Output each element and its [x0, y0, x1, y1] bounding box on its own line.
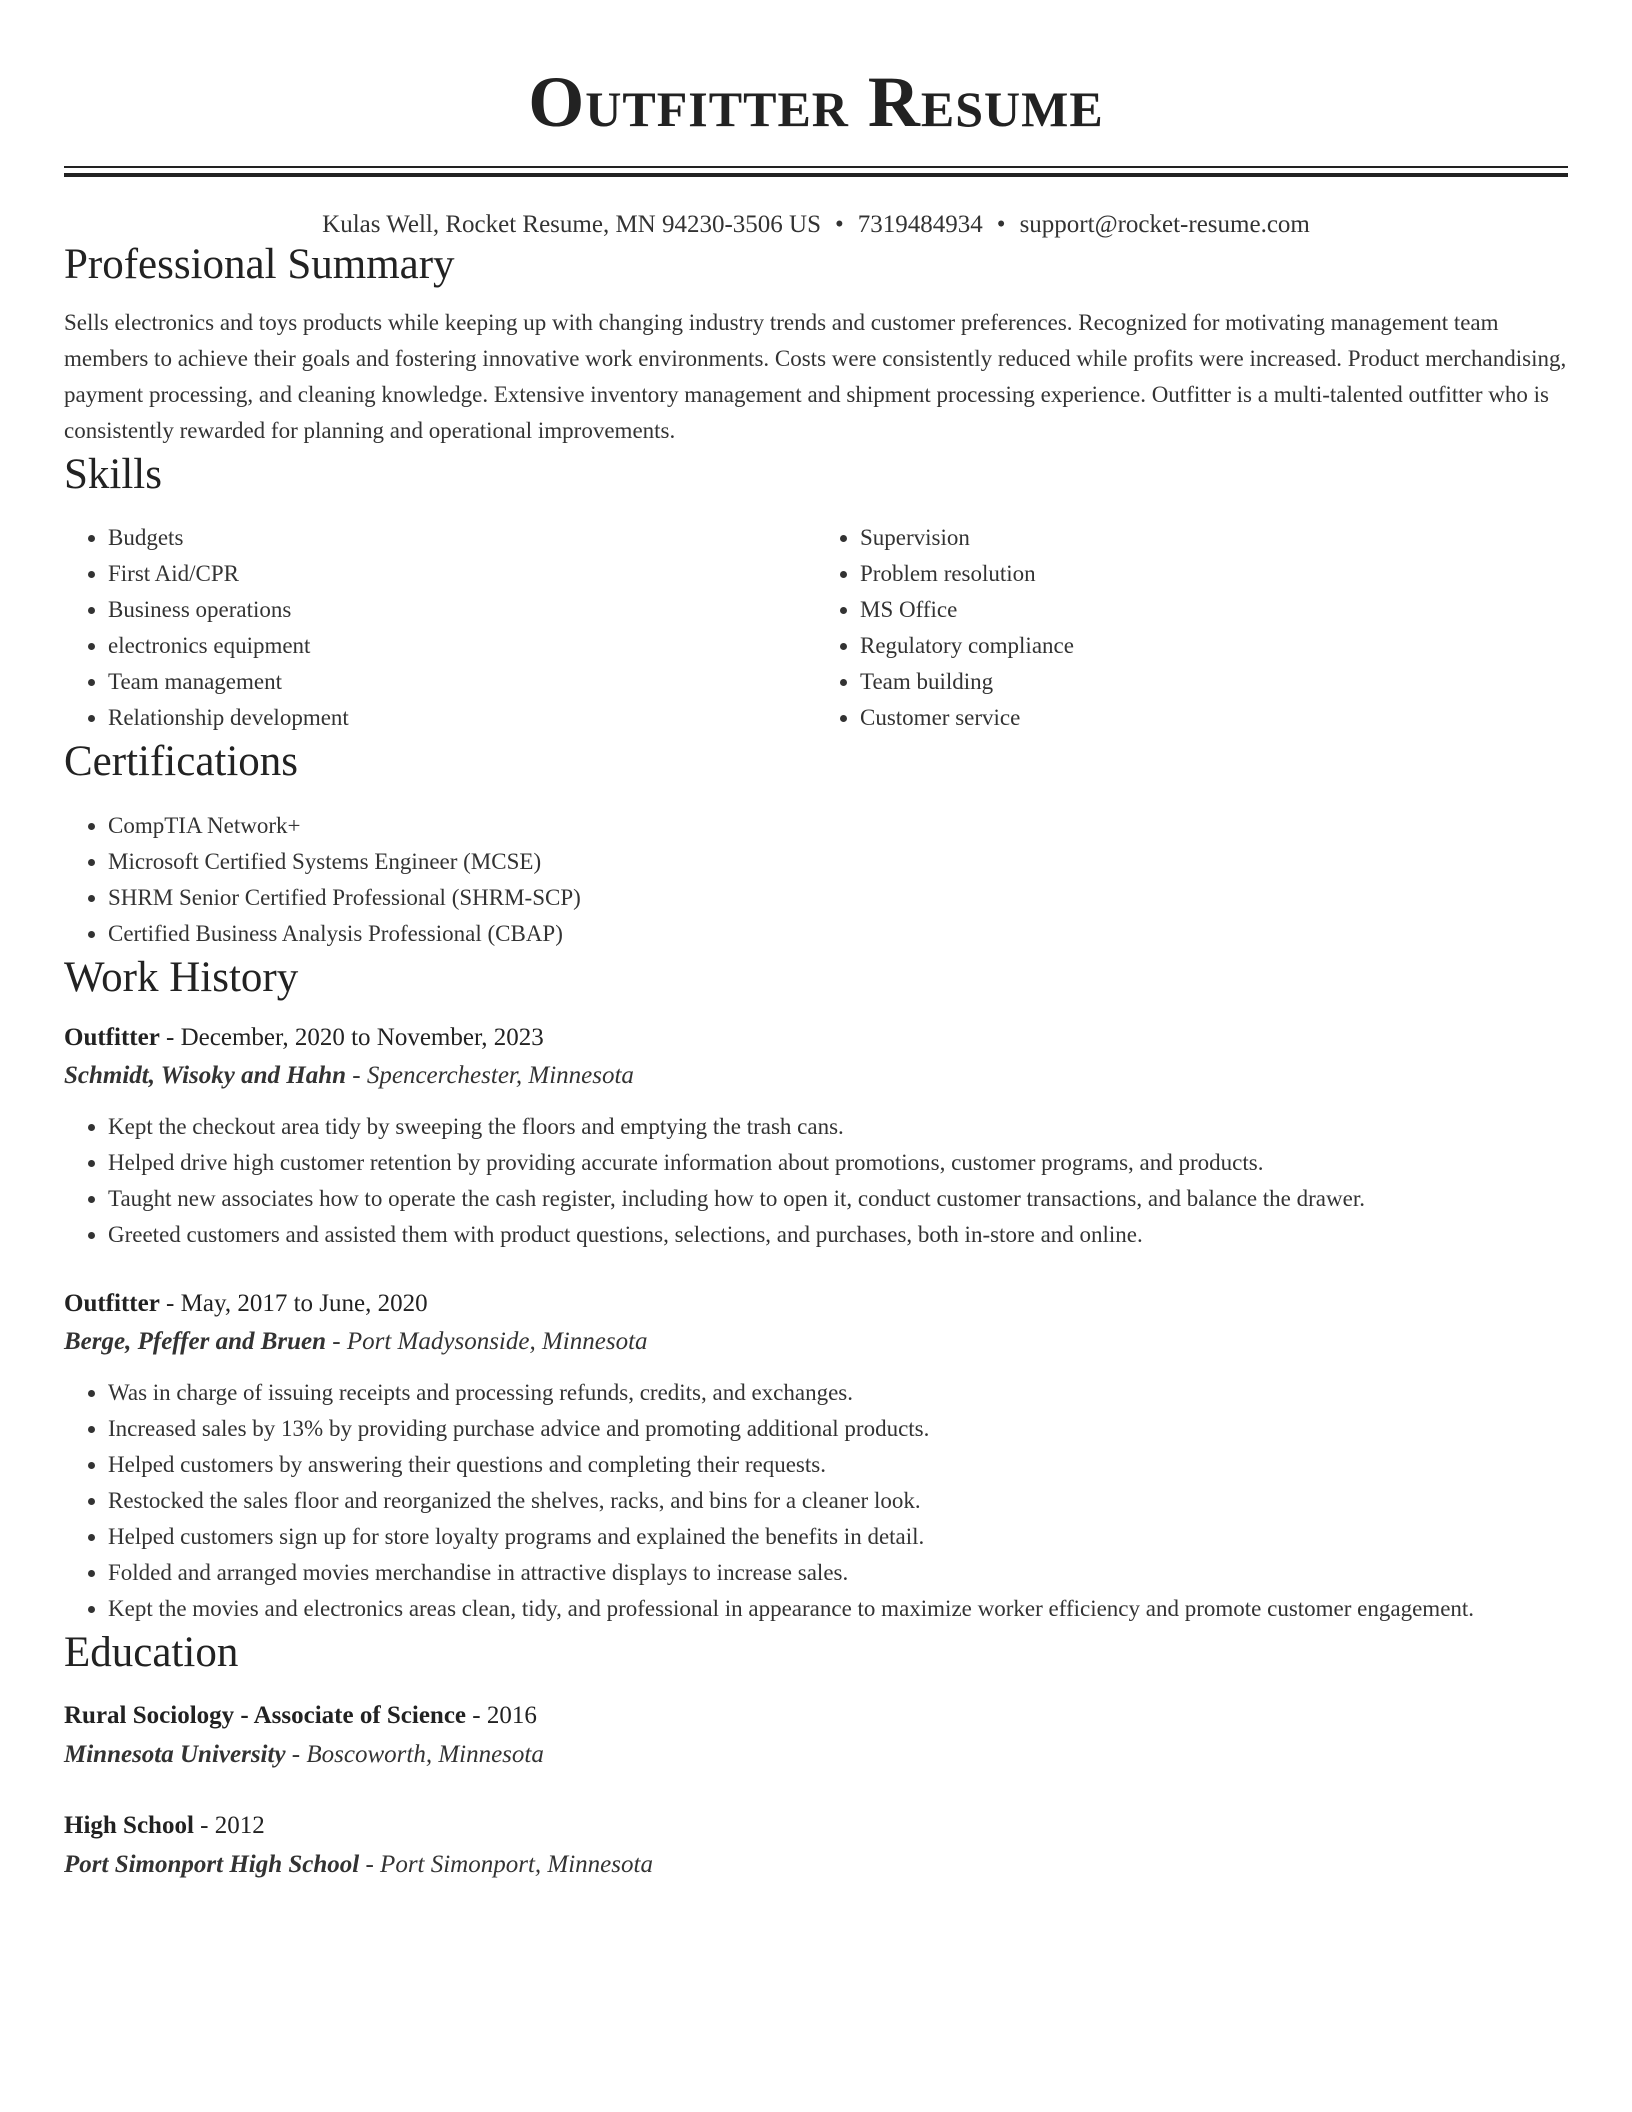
job-duty: • Kept the checkout area tidy by sweeping the floors and emptying the trash cans. — [108, 1109, 1568, 1145]
education-school: Minnesota University — [64, 1740, 286, 1768]
skill-item: • Supervision — [860, 520, 1568, 556]
job-duty: • Increased sales by 13% by providing purchase advice and promoting additional products. — [108, 1411, 1568, 1447]
skill-item: • First Aid/CPR — [108, 556, 816, 592]
job-duties-list — [64, 1109, 1568, 1253]
skill-item: • Problem resolution — [860, 556, 1568, 592]
work-history-section — [64, 952, 1568, 1628]
education-degree: High School — [64, 1811, 194, 1839]
job-duty: • Helped customers sign up for store loyalty programs and explained the benefits in detail. — [108, 1519, 1568, 1555]
contact-separator: • — [835, 211, 844, 238]
job-title-line — [64, 1285, 1568, 1323]
title-divider — [64, 166, 1568, 177]
job-location: - Spencerchester, Minnesota — [346, 1062, 634, 1090]
certifications-list — [64, 808, 1568, 952]
job-duties-list — [64, 1375, 1568, 1627]
education-year: - 2016 — [466, 1701, 537, 1729]
skill-item: • Budgets — [108, 520, 816, 556]
job-role: Outfitter — [64, 1024, 160, 1052]
job-dates: - December, 2020 to November, 2023 — [159, 1024, 544, 1052]
job-dates: - May, 2017 to June, 2020 — [159, 1290, 428, 1318]
education-school: Port Simonport High School — [64, 1850, 360, 1878]
resume-title: Outfitter Resume — [528, 62, 1104, 142]
job-duty: • Helped drive high customer retention by providing accurate information about promotions, customer programs, and products. — [108, 1145, 1568, 1181]
job-employer-line — [64, 1057, 1568, 1095]
certification-item: • CompTIA Network+ — [108, 808, 1568, 844]
education-location: - Port Simonport, Minnesota — [359, 1850, 653, 1878]
skill-item: • Team building — [860, 664, 1568, 700]
job-duty: • Taught new associates how to operate the cash register, including how to open it, conduct customer transactions, and balance the drawer. — [108, 1181, 1568, 1217]
job-title-line — [64, 1019, 1568, 1057]
job-duty: • Kept the movies and electronics areas clean, tidy, and professional in appearance to maximize worker efficiency and promote customer engagement. — [108, 1591, 1568, 1627]
skills-grid — [64, 520, 1568, 736]
job-company: Berge, Pfeffer and Bruen — [64, 1328, 327, 1356]
education-degree: Rural Sociology - Associate of Science — [64, 1701, 467, 1729]
job-duty: • Restocked the sales floor and reorganized the shelves, racks, and bins for a cleaner look. — [108, 1483, 1568, 1519]
summary-section — [64, 239, 1568, 449]
work-history-heading: Work History — [64, 953, 299, 1001]
certification-item: • SHRM Senior Certified Professional (SHRM-SCP) — [108, 880, 1568, 916]
certifications-heading: Certifications — [64, 738, 299, 786]
skills-section — [64, 449, 1568, 737]
job-company: Schmidt, Wisoky and Hahn — [64, 1062, 347, 1090]
education-section — [64, 1627, 1568, 1885]
job-duty: • Helped customers by answering their questions and completing their requests. — [108, 1447, 1568, 1483]
summary-heading: Professional Summary — [64, 241, 455, 288]
education-entry — [64, 1807, 1568, 1885]
education-entry — [64, 1697, 1568, 1775]
job-employer-line — [64, 1323, 1568, 1361]
skill-item: • MS Office — [860, 592, 1568, 628]
job-entry — [64, 1019, 1568, 1253]
skill-item: • Business operations — [108, 592, 816, 628]
contact-address: Kulas Well, Rocket Resume, MN 94230-3506 US — [322, 211, 822, 238]
skill-item: • Customer service — [860, 700, 1568, 736]
certifications-section — [64, 736, 1568, 952]
education-location: - Boscoworth, Minnesota — [285, 1740, 544, 1768]
job-duty: • Folded and arranged movies merchandise in attractive displays to increase sales. — [108, 1555, 1568, 1591]
contact-separator: • — [996, 211, 1006, 238]
skills-list-left — [64, 520, 816, 736]
contact-phone: 7319484934 — [857, 211, 983, 238]
job-duty: • Greeted customers and assisted them with product questions, selections, and purchases, both in-store and online. — [108, 1217, 1568, 1253]
summary-text: Sells electronics and toys products while keeping up with changing industry trends and customer preferences. Recognized for motivating management team members to achieve their goals and fostering innovative work environments. Costs were consistently reduced while profits were increased. Product merchandising, payment processing, and cleaning knowledge. Extensive inventory management and shipment processing experience. Outfitter is a multi-talented outfitter who is consistently rewarded for planning and operational improvements. — [64, 309, 1567, 443]
skill-item: • Relationship development — [108, 700, 816, 736]
job-entry — [64, 1285, 1568, 1627]
education-degree-line — [64, 1807, 1568, 1845]
certification-item: • Microsoft Certified Systems Engineer (MCSE) — [108, 844, 1568, 880]
contact-email: support@rocket-resume.com — [1019, 211, 1310, 238]
education-school-line — [64, 1845, 1568, 1885]
skill-item: • Team management — [108, 664, 816, 700]
certification-item: • Certified Business Analysis Professional (CBAP) — [108, 916, 1568, 952]
skills-list-right — [816, 520, 1568, 736]
job-location: - Port Madysonside, Minnesota — [326, 1328, 648, 1356]
education-heading: Education — [64, 1629, 239, 1677]
education-degree-line — [64, 1697, 1568, 1735]
education-school-line — [64, 1735, 1568, 1775]
skill-item: • Regulatory compliance — [860, 628, 1568, 664]
contact-line — [64, 211, 1568, 239]
education-year: - 2012 — [193, 1811, 265, 1839]
job-duty: • Was in charge of issuing receipts and processing refunds, credits, and exchanges. — [108, 1375, 1568, 1411]
skill-item: • electronics equipment — [108, 628, 816, 664]
skills-heading: Skills — [64, 450, 162, 498]
job-role: Outfitter — [64, 1290, 160, 1318]
